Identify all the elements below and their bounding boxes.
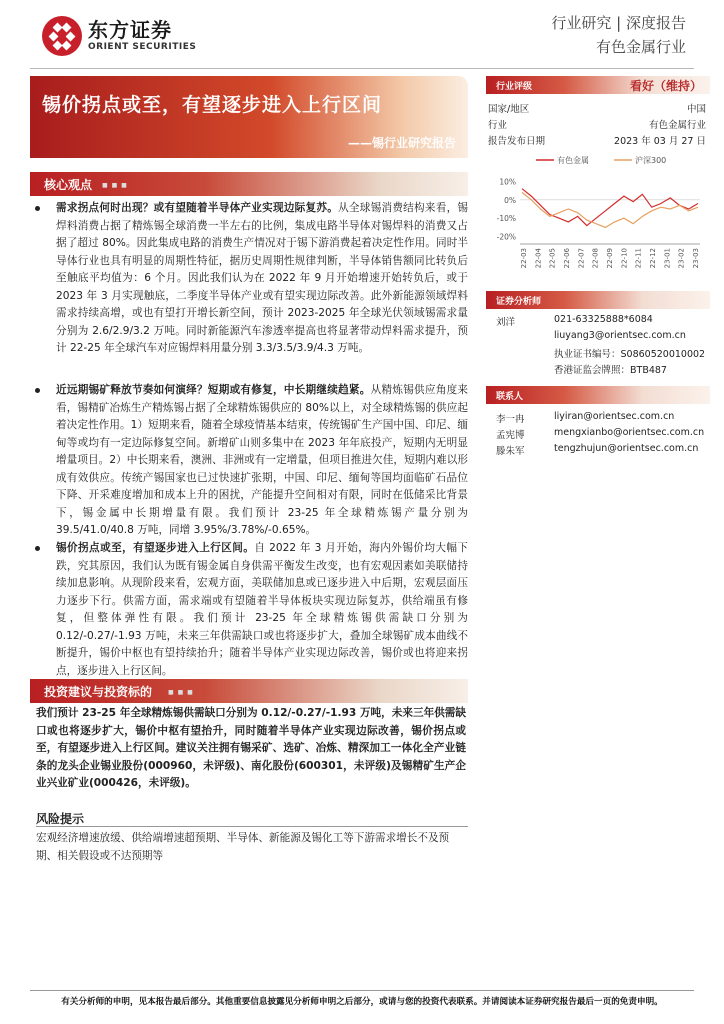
x-tick-label: 22-09 — [606, 248, 614, 269]
contacts-heading-bar — [486, 386, 710, 404]
list-item — [30, 200, 468, 382]
bullet-text: 自 2022 年 3 月开始，海内外锡价均大幅下跌，究其原因，我们认为既有锡金属自身供需平衡发生改变，也有宏观因素如美联储持续加息影响。从现阶段来看，宏观方面，美联储加息或已逐步进入中后期，宏观层面压力逐步下行。供需方面，需求端或有望随着半导体板块实现边际复苏，供给端虽有修复，但整体弹性有限。我们预计 23-25 年全球精炼锡供需缺口分别为 0.12/-0.27/-1.93 万吨，未来三年供需缺口或也将逐步扩大，叠加全球锡矿成本曲线不断提升，锡价中枢也有望持续抬升；随着半导体产业实现边际改善，锡价或也将迎来拐点，逐步进入上行区间。 — [56, 542, 469, 677]
list-item — [30, 382, 468, 540]
risk-text: 宏观经济增速放缓、供给端增速超预期、半导体、新能源及锡化工等下游需求增长不及预期、相关假设或不达预期等 — [36, 832, 450, 862]
investment-heading: 投资建议与投资标的 — [44, 685, 153, 699]
bullet-dot-icon — [35, 388, 40, 393]
x-tick-label: 23-02 — [677, 248, 686, 269]
info-value: 2023 年 03 月 27 日 — [614, 136, 706, 147]
bullet-lead: 锡价拐点或至，有望逐步进入上行区间。 — [56, 542, 255, 554]
contact-email[interactable]: mengxianbo@orientsec.com.cn — [554, 427, 705, 438]
report-type: 行业研究 | 深度报告 — [551, 14, 686, 32]
info-key: 报告发布日期 — [488, 136, 546, 147]
x-tick-label: 23-01 — [663, 248, 672, 269]
footer-divider — [30, 990, 694, 991]
heading-dots-icon: ■ ■ ■ — [102, 182, 128, 189]
info-row — [486, 130, 710, 146]
analyst-heading: 证券分析师 — [496, 297, 542, 307]
core-views-heading: 核心观点 — [44, 178, 93, 192]
x-tick-label: 22-06 — [563, 248, 571, 269]
legend-label: 有色金属 — [557, 156, 589, 165]
core-views-heading-bar — [30, 172, 468, 196]
company-logo — [42, 16, 196, 56]
analyst-name: 刘洋 — [496, 317, 516, 328]
rating-label: 行业评级 — [496, 82, 533, 92]
risk-divider — [36, 826, 468, 827]
contact-name: 李一冉 — [496, 414, 525, 425]
info-key: 国家/地区 — [488, 104, 530, 115]
list-item — [30, 540, 468, 680]
list-item — [486, 409, 710, 425]
contact-email[interactable]: liyiran@orientsec.com.cn — [554, 411, 675, 422]
contacts-list — [486, 409, 710, 457]
core-views-list — [30, 200, 468, 680]
investment-text: 我们预计 23-25 年全球精炼锡供需缺口分别为 0.12/-0.27/-1.93 万吨，未来三年供需缺口或也将逐步扩大，锡价中枢有望抬升，同时随着半导体产业实现边际改善，锡价拐点或至，有望逐步进入上行区间。建议关注拥有锡采矿、选矿、冶炼、精深加工一体化全产业链条的龙头企业锡业股份(000960，未评级)、南化股份(600301，未评级)及锡精矿生产企业兴业矿业(000426，未评级)。 — [36, 707, 466, 789]
report-sector: 有色金属行业 — [595, 38, 686, 56]
x-tick-label: 22-07 — [577, 248, 586, 269]
contacts-heading: 联系人 — [496, 392, 524, 402]
analyst-email[interactable]: liuyang3@orientsec.com.cn — [554, 330, 686, 341]
contact-email[interactable]: tengzhujun@orientsec.com.cn — [554, 443, 699, 454]
sidebar — [486, 76, 710, 146]
header-divider — [30, 68, 694, 69]
x-tick-label: 22-12 — [649, 248, 657, 269]
title-banner — [30, 76, 468, 158]
risk-heading: 风险提示 — [36, 812, 85, 826]
price-chart-svg — [486, 152, 710, 272]
analyst-phone: 021-63325888*6084 — [554, 314, 653, 325]
info-row — [486, 114, 710, 130]
list-item — [486, 441, 710, 457]
logo-name-cn: 东方证券 — [88, 18, 172, 42]
bullet-text: 从全球锡消费结构来看，锡焊料消费占据了精炼锡全球消费一半左右的比例，集成电路半导体对锡焊料的消费又占据了超过 80%。因此集成电路的消费生产情况对于锡下游消费起着决定性作用。同时半导体行业也具有明显的周期性特征，据历史周期性规律判断，半导体销售额同比转负后至触底平均值为：6 个月。因此我们认为在 2022 年 9 月开始增速开始转负后，或于 2023 年 3 月实现触底，二季度半导体产业或有望实现边际改善。此外新能源领域焊料需求持续高增，或也有望打开增长新空间，预计 2023-2025 年全球光伏领域锡需求量分别为 2.6/2.9/3.2 万吨。同时新能源汽车渗透率提高也将显著带动焊料需求提升，预计 22-25 年全球汽车对应锡焊料用量分别 3.3/3.5/3.9/4.3 万吨。 — [56, 202, 469, 354]
series-line — [522, 189, 698, 226]
x-tick-label: 22-03 — [520, 248, 528, 269]
bullet-dot-icon — [35, 206, 40, 211]
info-key: 行业 — [488, 120, 508, 131]
contact-name: 滕朱军 — [496, 446, 525, 457]
y-tick-label: 10% — [499, 177, 516, 187]
rating-value: 看好（维持） — [629, 79, 702, 93]
heading-dots-icon: ■ ■ ■ — [168, 689, 194, 696]
x-tick-label: 23-03 — [692, 248, 700, 269]
footer-disclaimer: 有关分析师的申明，见本报告最后部分。其他重要信息披露见分析师申明之后部分，或请与您的投资代表联系。并请阅读本证券研究报告最后一页的免责申明。 — [61, 997, 663, 1007]
x-tick-label: 22-04 — [534, 248, 543, 269]
rating-bar — [486, 76, 710, 94]
bullet-lead: 需求拐点何时出现？或有望随着半导体产业实现边际复苏。 — [56, 202, 339, 214]
report-meta — [551, 12, 686, 60]
bullet-lead: 近远期锡矿释放节奏如何演绎？短期或有修复，中长期继续趋紧。 — [56, 384, 371, 396]
y-tick-label: -10% — [496, 214, 516, 224]
list-item — [486, 425, 710, 441]
x-tick-label: 22-05 — [548, 248, 557, 269]
analyst-cert: 执业证书编号：S0860520010002 — [554, 349, 706, 360]
report-title: 锡价拐点或至，有望逐步进入上行区间 — [42, 94, 383, 116]
logo-name-en: ORIENT SECURITIES — [88, 42, 197, 52]
analyst-hk-license: 香港证监会牌照：BTB487 — [554, 365, 667, 376]
analyst-heading-bar — [486, 291, 710, 309]
investment-heading-bar — [30, 679, 468, 703]
bullet-dot-icon — [35, 546, 40, 551]
x-tick-label: 22-08 — [591, 248, 600, 269]
price-chart — [486, 152, 710, 272]
contact-name: 孟宪博 — [496, 430, 525, 441]
x-tick-label: 22-11 — [634, 248, 643, 269]
series-line — [522, 192, 698, 227]
logo-mark-icon — [42, 16, 82, 56]
x-tick-label: 22-10 — [620, 248, 629, 269]
info-value: 有色金属行业 — [648, 120, 706, 131]
y-tick-label: 0% — [504, 195, 516, 205]
info-value: 中国 — [686, 104, 706, 115]
bullet-text: 从精炼锡供应角度来看，锡精矿冶炼生产精炼锡占据了全球精炼锡供应的 80%以上，对全球精炼锡的供应起着决定性作用。1）短期来看，随着全球疫情基本结束，传统锡矿生产国中国、印尼、缅甸等或均有一定边际修复空间。新增矿山则多集中在 2023 年年底投产，短期内无明显增量项目。2）中长期来看，澳洲、非洲或有一定增量，但项目推进欠佳，短期内难以形成有效供应。传统产锡国家也已过快速扩张期，中国、印尼、缅甸等国均面临矿石品位下降、开采难度增加和成本上升的困扰，产能提升空间相对有限，同时在低储采比背景下，锡金属中长期增量有限。我们预计 23-25 年全球精炼锡产量分别为 39.5/41.0/40.8 万吨，同增 3.95%/3.78%/-0.65%。 — [56, 384, 469, 536]
info-row — [486, 98, 710, 114]
legend-label: 沪深300 — [635, 156, 667, 165]
report-subtitle: ——锡行业研究报告 — [347, 136, 456, 150]
y-tick-label: -20% — [496, 232, 516, 242]
